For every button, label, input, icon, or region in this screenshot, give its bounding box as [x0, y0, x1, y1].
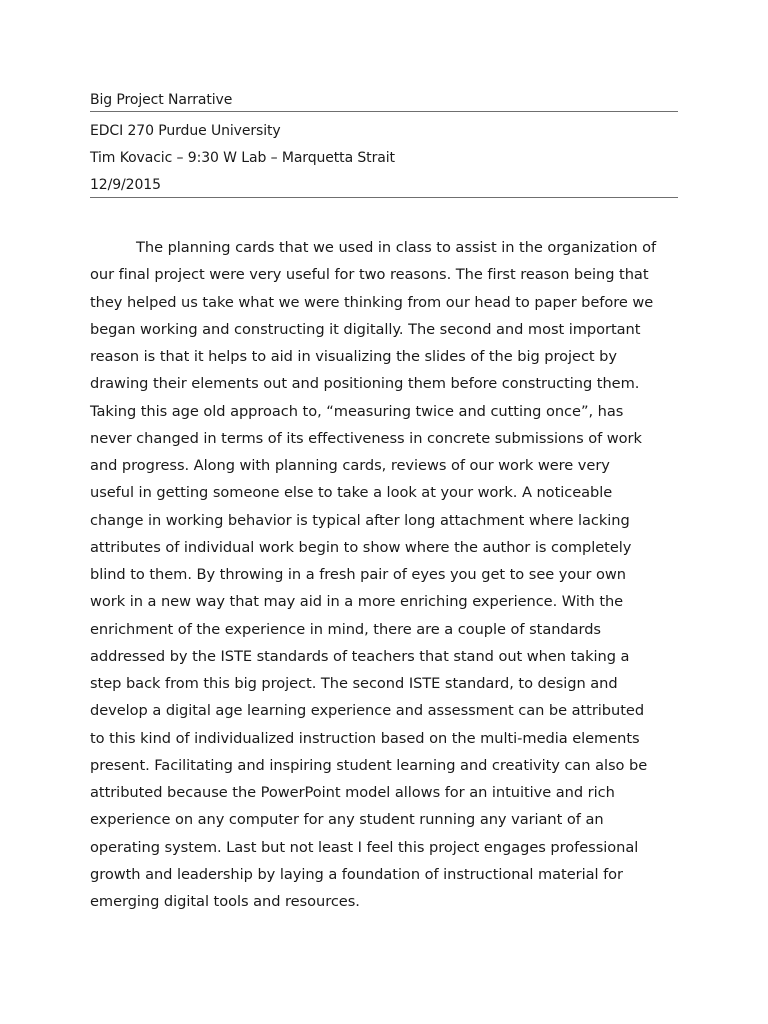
body-line: operating system. Last but not least I feel this project engages professional: [90, 838, 639, 856]
document-title: Big Project Narrative: [90, 92, 233, 108]
header-divider: [90, 197, 678, 198]
body-line: and progress. Along with planning cards, reviews of our work were very: [90, 457, 610, 474]
body-line: attributed because the PowerPoint model allows for an intuitive and rich: [90, 784, 615, 801]
body-line: experience on any computer for any student running any variant of an: [90, 811, 604, 829]
body-line: useful in getting someone else to take a look at your work. A noticeable: [90, 484, 613, 502]
body-line: blind to them. By throwing in a fresh pair of eyes you get to see your own: [90, 566, 626, 583]
title-divider: [90, 111, 678, 112]
body-line: attributes of individual work begin to show where the author is completely: [90, 538, 632, 556]
body-line: emerging digital tools and resources.: [90, 893, 360, 910]
body-line: step back from this big project. The second ISTE standard, to design and: [90, 675, 618, 692]
document-title-block: [90, 90, 678, 110]
body-line: change in working behavior is typical after long attachment where lacking: [90, 511, 630, 529]
course-line: EDCI 270 Purdue University: [90, 123, 281, 139]
body-line: enrichment of the experience in mind, there are a couple of standards: [90, 620, 601, 638]
date-line: 12/9/2015: [90, 177, 161, 193]
body-line: addressed by the ISTE standards of teachers that stand out when taking a: [90, 647, 630, 665]
body-line: work in a new way that may aid in a more enriching experience. With the: [90, 593, 624, 611]
body-line: our final project were very useful for two reasons. The first reason being that: [90, 266, 649, 284]
body-line: Taking this age old approach to, “measuring twice and cutting once”, has: [90, 402, 624, 420]
narrative-body: [90, 234, 690, 915]
body-line: reason is that it helps to aid in visualizing the slides of the big project by: [90, 348, 617, 365]
body-line: growth and leadership by laying a foundation of instructional material for: [90, 865, 623, 883]
body-line: drawing their elements out and positioning them before constructing them.: [90, 375, 640, 393]
document-meta-block: [90, 121, 678, 195]
body-line: present. Facilitating and inspiring student learning and creativity can also be: [90, 756, 648, 774]
body-line: they helped us take what we were thinking from our head to paper before we: [90, 293, 654, 311]
author-line: Tim Kovacic – 9:30 W Lab – Marquetta Strait: [90, 150, 395, 166]
body-line: began working and constructing it digitally. The second and most important: [90, 320, 641, 338]
body-line: The planning cards that we used in class to assist in the organization of: [136, 239, 657, 256]
body-line: to this kind of individualized instruction based on the multi-media elements: [90, 729, 640, 747]
body-line: develop a digital age learning experience and assessment can be attributed: [90, 702, 645, 720]
body-line: never changed in terms of its effectiveness in concrete submissions of work: [90, 429, 642, 447]
